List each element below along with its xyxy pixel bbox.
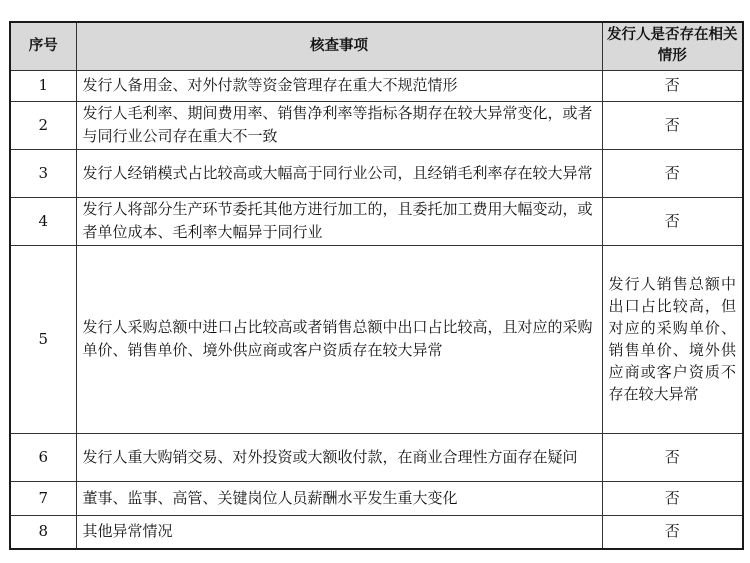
table-row xyxy=(10,515,743,549)
row-index: 4 xyxy=(10,197,76,245)
table-row xyxy=(10,481,743,515)
verification-table-document xyxy=(9,21,742,550)
row-item: 发行人采购总额中进口占比较高或者销售总额中出口占比较高，且对应的采购单价、销售单价、境外供应商或客户资质存在较大异常 xyxy=(76,245,602,433)
table-row xyxy=(10,197,743,245)
row-index: 8 xyxy=(10,515,76,549)
table-row xyxy=(10,149,743,197)
table-row xyxy=(10,101,743,149)
row-answer: 否 xyxy=(602,149,743,197)
row-answer: 发行人销售总额中出口占比较高，但对应的采购单价、销售单价、境外供应商或客户资质不存在较大异常 xyxy=(602,245,743,433)
row-answer: 否 xyxy=(602,481,743,515)
header-index: 序号 xyxy=(10,22,76,70)
row-item: 董事、监事、高管、关键岗位人员薪酬水平发生重大变化 xyxy=(76,481,602,515)
row-index: 2 xyxy=(10,101,76,149)
row-index: 5 xyxy=(10,245,76,433)
row-item: 发行人毛利率、期间费用率、销售净利率等指标各期存在较大异常变化，或者与同行业公司存在重大不一致 xyxy=(76,101,602,149)
row-item: 发行人经销模式占比较高或大幅高于同行业公司，且经销毛利率存在较大异常 xyxy=(76,149,602,197)
row-item: 其他异常情况 xyxy=(76,515,602,549)
row-item: 发行人备用金、对外付款等资金管理存在重大不规范情形 xyxy=(76,70,602,101)
row-answer: 否 xyxy=(602,101,743,149)
row-index: 7 xyxy=(10,481,76,515)
verification-table xyxy=(9,21,744,550)
row-index: 6 xyxy=(10,433,76,481)
row-index: 1 xyxy=(10,70,76,101)
header-answer: 发行人是否存在相关情形 xyxy=(602,22,743,70)
row-answer: 否 xyxy=(602,70,743,101)
table-row xyxy=(10,70,743,101)
row-index: 3 xyxy=(10,149,76,197)
row-item: 发行人将部分生产环节委托其他方进行加工的，且委托加工费用大幅变动，或者单位成本、毛利率大幅异于同行业 xyxy=(76,197,602,245)
row-item: 发行人重大购销交易、对外投资或大额收付款，在商业合理性方面存在疑问 xyxy=(76,433,602,481)
table-header-row xyxy=(10,22,743,70)
table-row xyxy=(10,245,743,433)
row-answer: 否 xyxy=(602,433,743,481)
header-item: 核查事项 xyxy=(76,22,602,70)
table-row xyxy=(10,433,743,481)
row-answer: 否 xyxy=(602,197,743,245)
row-answer: 否 xyxy=(602,515,743,549)
